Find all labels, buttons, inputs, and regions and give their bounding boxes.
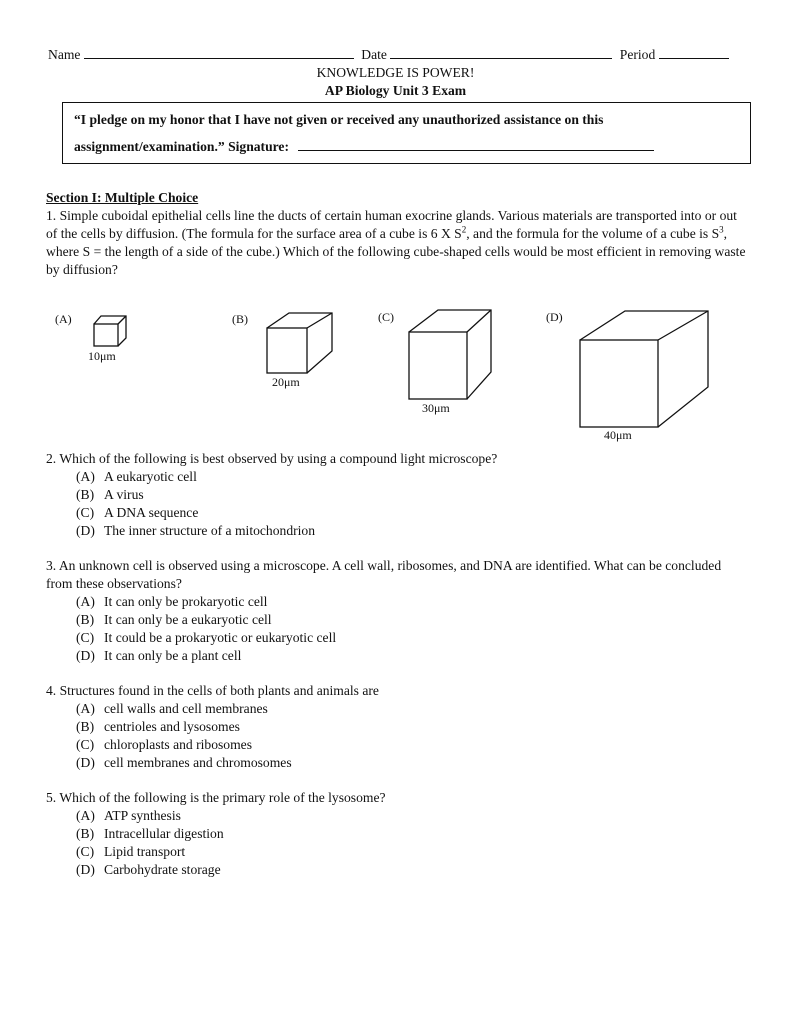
cube-a: [94, 316, 126, 346]
option-letter: (D): [76, 862, 95, 877]
cube-c: [409, 310, 491, 399]
honor-pledge-box: [62, 102, 751, 164]
pledge-text-line1: “I pledge on my honor that I have not given or received any unauthorized assistance on this: [74, 112, 604, 127]
question-2-option-c[interactable]: [76, 504, 198, 522]
question-4-option-a[interactable]: [76, 700, 268, 718]
question-2-stem: 2. Which of the following is best observed by using a compound light microscope?: [46, 451, 498, 466]
option-letter: (A): [76, 469, 95, 484]
option-letter: (D): [76, 755, 95, 770]
option-letter: (B): [76, 487, 95, 502]
question-3-option-c[interactable]: [76, 629, 336, 647]
option-letter: (D): [76, 523, 95, 538]
question-3-stem: 3. An unknown cell is observed using a microscope. A cell wall, ribosomes, and DNA are identified. What can be concluded from these observations?: [46, 558, 722, 591]
name-label: Name: [48, 47, 81, 62]
period-label: Period: [619, 47, 656, 62]
option-letter: (C): [76, 844, 95, 859]
option-letter: (B): [76, 826, 95, 841]
option-letter: (B): [76, 612, 95, 627]
option-text: cell walls and cell membranes: [104, 701, 268, 716]
question-1-text-part3: , where S = the length of a side of the cube.) Which of the following cube-shaped cells would be most efficient in removing waste by diffusion?: [46, 226, 746, 277]
question-1-text-part1: 1. Simple cuboidal epithelial cells line the ducts of certain human exocrine glands. Various materials are transported into or out of the cells by diffusion. (The formula for the surface area of a cube is 6 X S: [46, 208, 737, 241]
option-letter: (B): [76, 719, 95, 734]
question-4-option-b[interactable]: [76, 718, 240, 736]
question-4-option-d[interactable]: [76, 754, 292, 772]
option-letter: (A): [76, 701, 95, 716]
cube-size-figure: [0, 300, 791, 450]
option-letter: (C): [76, 630, 95, 645]
question-5-option-d[interactable]: [76, 861, 221, 879]
date-label: Date: [361, 47, 387, 62]
pledge-text-line2: [74, 138, 654, 156]
question-3-option-d[interactable]: [76, 647, 241, 665]
superscript-2: 2: [461, 224, 467, 235]
question-2-option-d[interactable]: [76, 522, 315, 540]
question-1-stem: [46, 207, 746, 279]
option-text: A eukaryotic cell: [104, 469, 197, 484]
question-2-option-a[interactable]: [76, 468, 197, 486]
question-3-option-b[interactable]: [76, 611, 272, 629]
option-text: Carbohydrate storage: [104, 862, 221, 877]
header-fields-row: [48, 46, 729, 64]
question-2-option-b[interactable]: [76, 486, 144, 504]
section-title: Section I: Multiple Choice: [46, 190, 199, 205]
question-5-option-c[interactable]: [76, 843, 185, 861]
option-text: ATP synthesis: [104, 808, 181, 823]
question-1-text-part2: , and the formula for the volume of a cube is S: [466, 226, 720, 241]
option-text: It can only be a eukaryotic cell: [104, 612, 272, 627]
cube-c-size-label: 30μm: [422, 401, 450, 415]
option-letter: (C): [76, 737, 95, 752]
option-letter: (A): [76, 808, 95, 823]
option-text: The inner structure of a mitochondrion: [104, 523, 316, 538]
date-field[interactable]: [390, 46, 612, 59]
cube-b: [267, 313, 332, 373]
cube-d-letter: (D): [546, 310, 563, 324]
option-text: A virus: [104, 487, 144, 502]
cube-c-letter: (C): [378, 310, 394, 324]
cube-d: [580, 311, 708, 427]
signature-field[interactable]: [298, 138, 654, 151]
exam-title: AP Biology Unit 3 Exam: [324, 83, 467, 98]
cube-d-size-label: 40μm: [604, 428, 632, 442]
question-5-option-b[interactable]: [76, 825, 224, 843]
option-text: A DNA sequence: [104, 505, 199, 520]
option-letter: (D): [76, 648, 95, 663]
option-letter: (A): [76, 594, 95, 609]
option-text: cell membranes and chromosomes: [104, 755, 292, 770]
cube-b-size-label: 20μm: [272, 375, 300, 389]
option-text: It could be a prokaryotic or eukaryotic cell: [104, 630, 337, 645]
period-field[interactable]: [659, 46, 729, 59]
cube-b-letter: (B): [232, 312, 248, 326]
option-text: Intracellular digestion: [104, 826, 224, 841]
question-4-option-c[interactable]: [76, 736, 252, 754]
cube-a-size-label: 10μm: [88, 349, 116, 363]
name-field[interactable]: [84, 46, 354, 59]
question-3-option-a[interactable]: [76, 593, 267, 611]
question-5-stem: 5. Which of the following is the primary role of the lysosome?: [46, 790, 386, 805]
question-4-stem: 4. Structures found in the cells of both plants and animals are: [46, 683, 379, 698]
option-text: It can only be prokaryotic cell: [104, 594, 268, 609]
motto: KNOWLEDGE IS POWER!: [316, 65, 475, 80]
question-5-option-a[interactable]: [76, 807, 181, 825]
option-text: Lipid transport: [104, 844, 186, 859]
superscript-3: 3: [719, 224, 724, 235]
option-text: It can only be a plant cell: [104, 648, 242, 663]
cube-a-letter: (A): [55, 312, 72, 326]
pledge-signature-label: assignment/examination.” Signature:: [74, 139, 289, 154]
option-letter: (C): [76, 505, 95, 520]
option-text: chloroplasts and ribosomes: [104, 737, 252, 752]
option-text: centrioles and lysosomes: [104, 719, 240, 734]
